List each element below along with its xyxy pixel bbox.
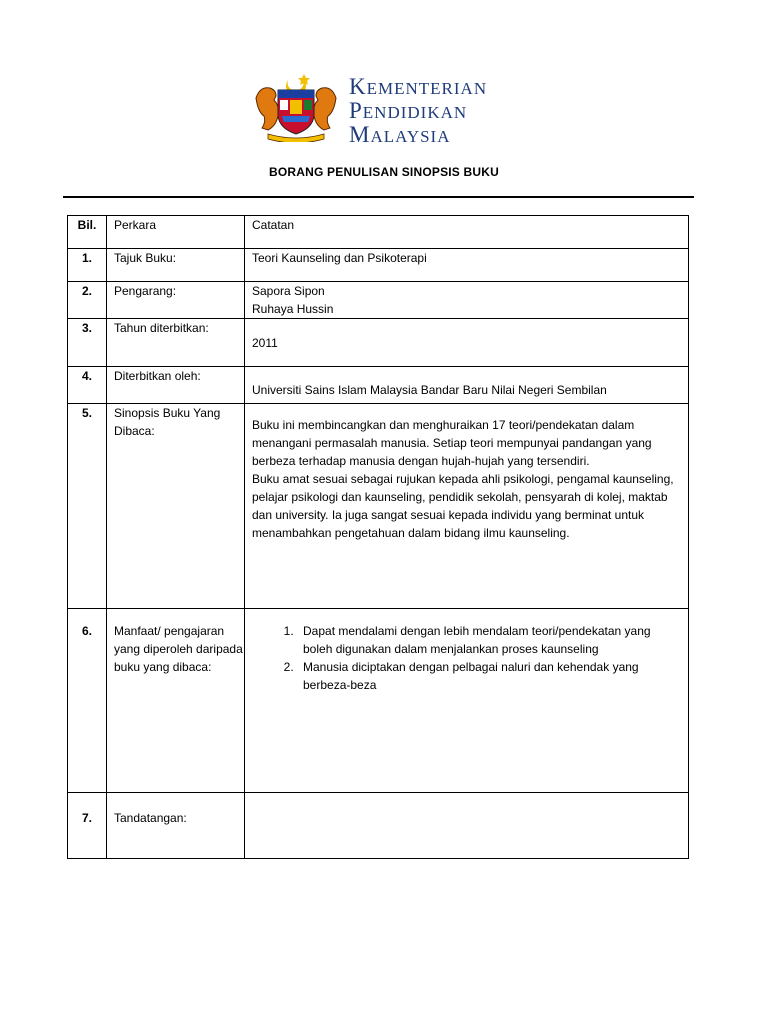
- row-label-pengarang: Pengarang:: [107, 282, 245, 319]
- table-row: [68, 404, 689, 609]
- header-catatan: Catatan: [245, 216, 689, 249]
- row-label-tandatangan: Tandatangan:: [107, 793, 245, 859]
- ministry-wordmark: [349, 76, 487, 148]
- row-label-tajuk: Tajuk Buku:: [107, 249, 245, 282]
- row-number: 1.: [68, 249, 107, 282]
- table-row: [68, 319, 689, 367]
- title-divider: [63, 196, 694, 198]
- benefits-list: [252, 622, 682, 694]
- header-perkara: Perkara: [107, 216, 245, 249]
- row-number: 6.: [68, 609, 107, 793]
- list-item: 2. Manusia diciptakan dengan pelbagai naluri dan kehendak yang berbeza-beza: [297, 658, 682, 694]
- publication-year-value: 2011: [245, 319, 689, 367]
- table-row: [68, 793, 689, 859]
- table-row: [68, 367, 689, 404]
- table-row: [68, 609, 689, 793]
- row-label-manfaat: Manfaat/ pengajaran yang diperoleh daripada buku yang dibaca:: [107, 609, 245, 793]
- publisher-value: Universiti Sains Islam Malaysia Bandar Baru Nilai Negeri Sembilan: [245, 367, 689, 404]
- book-title-value: Teori Kaunseling dan Psikoterapi: [245, 249, 689, 282]
- ministry-line-1: KEMENTERIAN: [349, 74, 488, 99]
- row-number: 7.: [68, 793, 107, 859]
- malaysia-coat-of-arms-logo: [250, 68, 342, 142]
- author-name: Ruhaya Hussin: [252, 302, 334, 316]
- row-number: 3.: [68, 319, 107, 367]
- table-row: [68, 249, 689, 282]
- table-row: [68, 282, 689, 319]
- row-label-tahun: Tahun diterbitkan:: [107, 319, 245, 367]
- ministry-line-2: PENDIDIKAN: [349, 98, 468, 123]
- row-number: 4.: [68, 367, 107, 404]
- synopsis-text: [245, 404, 689, 609]
- synopsis-paragraph: Buku ini membincangkan dan menghuraikan 17 teori/pendekatan dalam menangani permasalah manusia. Setiap teori mempunyai pandangan yang berbeza terhadap manusia dengan hujah-hujah yang tersendiri.: [252, 418, 652, 468]
- signature-field[interactable]: [245, 793, 689, 859]
- form-title: BORANG PENULISAN SINOPSIS BUKU: [268, 165, 500, 179]
- author-name: Sapora Sipon: [252, 284, 325, 298]
- page-header: [0, 0, 768, 150]
- ministry-line-3: MALAYSIA: [349, 122, 451, 147]
- synopsis-form-table: [67, 215, 689, 859]
- header-bil: Bil.: [68, 216, 107, 249]
- synopsis-paragraph: Buku amat sesuai sebagai rujukan kepada ahli psikologi, pengamal kaunseling, pelajar psikologi dan kaunseling, pendidik sekolah, pensyarah di kolej, maktab dan university. Ia juga sangat sesuai kepada individu yang berminat untuk menambahkan pengetahuan dalam bidang ilmu kaunseling.: [252, 472, 674, 540]
- row-number: 2.: [68, 282, 107, 319]
- row-label-sinopsis: Sinopsis Buku Yang Dibaca:: [107, 404, 245, 609]
- list-item: 1. Dapat mendalami dengan lebih mendalam teori/pendekatan yang boleh digunakan dalam menjalankan proses kaunseling: [297, 622, 682, 658]
- row-number: 5.: [68, 404, 107, 609]
- row-label-penerbit: Diterbitkan oleh:: [107, 367, 245, 404]
- table-header-row: [68, 216, 689, 249]
